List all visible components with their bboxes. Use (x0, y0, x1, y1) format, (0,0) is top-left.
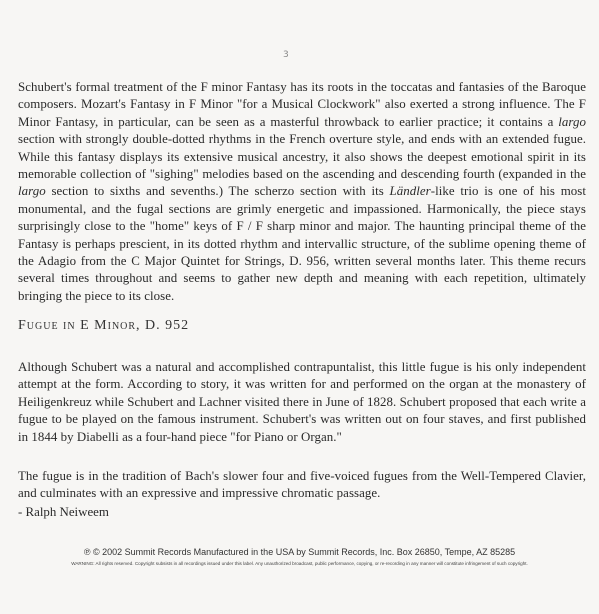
fantasy-text-g: -like trio is one of his most monumental, and the fugal sections are grimly energetic and impassioned. Harmonically, the piece stays surprisingly close to the "home" keys of F / F sharp minor and major. The haunting principal theme of the Fantasy is perhaps prescient, in its dotted rhythm and intervallic structure, of the sublime opening theme of the Adagio from the C Major Quintet for Strings, D. 956, written several months later. This theme recurs several times throughout and seems to gather new depth and meaning with each repetition, ultimately bringing the piece to its close. (18, 184, 586, 303)
largo-term: largo (558, 114, 586, 129)
page-number: 3 (283, 50, 289, 60)
legal-warning: WARNING: All rights reserved. Copyright subsists in all recordings issued under this label. Any unauthorized broadcast, public performance, copying, or re-recording in any manner will constitute infringement of such copyright. (71, 561, 528, 566)
fugue-paragraph: Although Schubert was a natural and accomplished contrapuntalist, this little fugue is his only independent attempt at the form. According to story, it was written for and performed on the organ at the monastery of Heiligenkreuz while Schubert and Lachner visited there in June of 1828. Schubert proposed that each write a fugue to be played on the famous instrument. Schubert's was written out on four staves, and first published in 1844 by Diabelli as a four-hand piece "for Piano or Organ." (18, 360, 586, 444)
author-credit: - Ralph Neiweem (18, 505, 109, 519)
landler-term: Ländler (389, 184, 431, 199)
fantasy-paragraph (18, 79, 586, 305)
tradition-paragraph: The fugue is in the tradition of Bach's slower four and five-voiced fugues from the Well-Tempered Clavier, and culminates with an expressive and impressive chromatic passage. (18, 469, 586, 501)
copyright-line: ℗ © 2002 Summit Records Manufactured in the USA by Summit Records, Inc. Box 26850, Tempe, AZ 85285 (83, 547, 516, 557)
fantasy-text-e: section to sixths and sevenths.) The scherzo section with its (45, 184, 390, 199)
section-heading: Fugue in E Minor, D. 952 (18, 318, 190, 333)
fantasy-text-a: Schubert's formal treatment of the F minor Fantasy has its roots in the toccatas and fantasies of the Baroque composers. Mozart's Fantasy in F Minor "for a Musical Clockwork" also exerted a strong influence. The F Minor Fantasy, in particular, can be seen as a masterful throwback to earlier practice; it contains a (18, 80, 586, 129)
largo-term: largo (18, 184, 46, 199)
fantasy-text-c: section with strongly double-dotted rhythms in the French overture style, and ends with an extended fugue. While this fantasy displays its extensive musical ancestry, it also shows the deepest emotional spirit in its memorable collection of "sighing" melodies based on the ascending and descending fourth (expanded in the (18, 132, 586, 182)
